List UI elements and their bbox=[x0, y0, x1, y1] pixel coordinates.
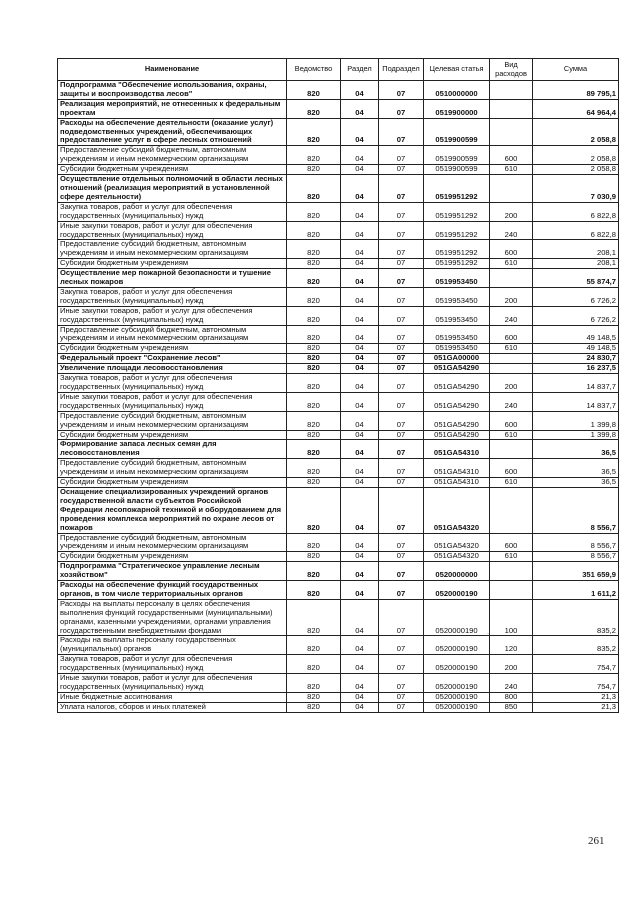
cell-subsection: 07 bbox=[379, 202, 424, 221]
cell-target: 0519900599 bbox=[424, 118, 490, 146]
cell-name: Закупка товаров, работ и услуг для обеспечения государственных (муниципальных) нужд bbox=[58, 202, 287, 221]
cell-target: 0510000000 bbox=[424, 81, 490, 100]
cell-exp-type: 600 bbox=[490, 411, 533, 430]
cell-sum: 835,2 bbox=[533, 636, 619, 655]
table-row bbox=[58, 240, 619, 259]
cell-section: 04 bbox=[341, 636, 379, 655]
cell-name: Увеличение площади лесовосстановления bbox=[58, 364, 287, 374]
table-row bbox=[58, 674, 619, 693]
table-row bbox=[58, 175, 619, 203]
cell-section: 04 bbox=[341, 165, 379, 175]
cell-target: 0519951292 bbox=[424, 202, 490, 221]
cell-name: Субсидии бюджетным учреждениям bbox=[58, 344, 287, 354]
cell-target: 051GA54320 bbox=[424, 487, 490, 533]
table-row bbox=[58, 306, 619, 325]
cell-section: 04 bbox=[341, 655, 379, 674]
cell-sum: 351 659,9 bbox=[533, 562, 619, 581]
cell-name: Иные бюджетные ассигнования bbox=[58, 692, 287, 702]
cell-sum: 36,5 bbox=[533, 440, 619, 459]
cell-subsection: 07 bbox=[379, 411, 424, 430]
header-dept: Ведомство bbox=[287, 59, 341, 81]
cell-target: 051GA54290 bbox=[424, 392, 490, 411]
table-row bbox=[58, 581, 619, 600]
cell-section: 04 bbox=[341, 118, 379, 146]
cell-sum: 55 874,7 bbox=[533, 269, 619, 288]
cell-name: Субсидии бюджетным учреждениям bbox=[58, 552, 287, 562]
cell-section: 04 bbox=[341, 259, 379, 269]
cell-subsection: 07 bbox=[379, 702, 424, 712]
table-row bbox=[58, 374, 619, 393]
cell-dept: 820 bbox=[287, 99, 341, 118]
table-row bbox=[58, 533, 619, 552]
table-row bbox=[58, 146, 619, 165]
cell-exp-type: 600 bbox=[490, 325, 533, 344]
cell-name: Иные закупки товаров, работ и услуг для обеспечения государственных (муниципальных) нужд bbox=[58, 221, 287, 240]
cell-name: Федеральный проект "Сохранение лесов" bbox=[58, 354, 287, 364]
cell-sum: 64 964,4 bbox=[533, 99, 619, 118]
table-row bbox=[58, 165, 619, 175]
cell-target: 0520000190 bbox=[424, 655, 490, 674]
cell-sum: 6 726,2 bbox=[533, 306, 619, 325]
cell-exp-type: 600 bbox=[490, 146, 533, 165]
cell-dept: 820 bbox=[287, 430, 341, 440]
cell-exp-type: 610 bbox=[490, 552, 533, 562]
cell-subsection: 07 bbox=[379, 306, 424, 325]
table-row bbox=[58, 259, 619, 269]
cell-exp-type: 610 bbox=[490, 344, 533, 354]
cell-dept: 820 bbox=[287, 165, 341, 175]
cell-subsection: 07 bbox=[379, 269, 424, 288]
cell-exp-type bbox=[490, 81, 533, 100]
cell-subsection: 07 bbox=[379, 165, 424, 175]
cell-target: 0519900599 bbox=[424, 146, 490, 165]
table-row bbox=[58, 702, 619, 712]
cell-sum: 6 726,2 bbox=[533, 287, 619, 306]
cell-subsection: 07 bbox=[379, 478, 424, 488]
cell-sum: 835,2 bbox=[533, 599, 619, 636]
table-row bbox=[58, 692, 619, 702]
cell-sum: 8 556,7 bbox=[533, 533, 619, 552]
cell-sum: 1 399,8 bbox=[533, 430, 619, 440]
cell-name: Осуществление мер пожарной безопасности и тушение лесных пожаров bbox=[58, 269, 287, 288]
table-row bbox=[58, 364, 619, 374]
cell-dept: 820 bbox=[287, 118, 341, 146]
table-row bbox=[58, 599, 619, 636]
cell-exp-type: 200 bbox=[490, 287, 533, 306]
table-row bbox=[58, 487, 619, 533]
cell-exp-type: 600 bbox=[490, 459, 533, 478]
cell-exp-type bbox=[490, 99, 533, 118]
cell-sum: 89 795,1 bbox=[533, 81, 619, 100]
table-row bbox=[58, 99, 619, 118]
cell-exp-type: 600 bbox=[490, 240, 533, 259]
cell-target: 0520000190 bbox=[424, 692, 490, 702]
cell-subsection: 07 bbox=[379, 430, 424, 440]
table-row bbox=[58, 344, 619, 354]
cell-target: 0520000190 bbox=[424, 581, 490, 600]
cell-dept: 820 bbox=[287, 202, 341, 221]
cell-sum: 208,1 bbox=[533, 259, 619, 269]
cell-subsection: 07 bbox=[379, 636, 424, 655]
cell-target: 0519951292 bbox=[424, 221, 490, 240]
cell-sum: 14 837,7 bbox=[533, 374, 619, 393]
cell-dept: 820 bbox=[287, 552, 341, 562]
cell-section: 04 bbox=[341, 581, 379, 600]
cell-section: 04 bbox=[341, 221, 379, 240]
cell-name: Иные закупки товаров, работ и услуг для обеспечения государственных (муниципальных) нужд bbox=[58, 392, 287, 411]
cell-subsection: 07 bbox=[379, 374, 424, 393]
cell-section: 04 bbox=[341, 702, 379, 712]
cell-dept: 820 bbox=[287, 692, 341, 702]
cell-sum: 49 148,5 bbox=[533, 325, 619, 344]
cell-target: 051GA54310 bbox=[424, 478, 490, 488]
cell-name: Реализация мероприятий, не отнесенных к федеральным проектам bbox=[58, 99, 287, 118]
header-target: Целевая статья bbox=[424, 59, 490, 81]
cell-target: 051GA54310 bbox=[424, 440, 490, 459]
scan-mark: · bbox=[487, 631, 489, 637]
cell-name: Предоставление субсидий бюджетным, автономным учреждениям и иным некоммерческим организациям bbox=[58, 411, 287, 430]
cell-subsection: 07 bbox=[379, 81, 424, 100]
cell-target: 051GA54320 bbox=[424, 533, 490, 552]
cell-section: 04 bbox=[341, 692, 379, 702]
budget-table-page bbox=[57, 58, 618, 713]
cell-exp-type: 610 bbox=[490, 430, 533, 440]
cell-target: 0519953450 bbox=[424, 325, 490, 344]
header-exp-type: Вид расходов bbox=[490, 59, 533, 81]
header-subsection: Подраздел bbox=[379, 59, 424, 81]
cell-sum: 7 030,9 bbox=[533, 175, 619, 203]
cell-exp-type: 240 bbox=[490, 674, 533, 693]
cell-subsection: 07 bbox=[379, 325, 424, 344]
cell-dept: 820 bbox=[287, 344, 341, 354]
cell-subsection: 07 bbox=[379, 175, 424, 203]
table-row bbox=[58, 478, 619, 488]
cell-dept: 820 bbox=[287, 487, 341, 533]
cell-dept: 820 bbox=[287, 655, 341, 674]
cell-subsection: 07 bbox=[379, 562, 424, 581]
cell-dept: 820 bbox=[287, 702, 341, 712]
cell-name: Предоставление субсидий бюджетным, автономным учреждениям и иным некоммерческим организациям bbox=[58, 533, 287, 552]
cell-name: Расходы на обеспечение деятельности (оказание услуг) подведомственных учреждений, обеспечивающих предоставление услуг в сфере лесных отношений bbox=[58, 118, 287, 146]
cell-sum: 6 822,8 bbox=[533, 221, 619, 240]
cell-target: 0520000190 bbox=[424, 636, 490, 655]
cell-dept: 820 bbox=[287, 259, 341, 269]
cell-exp-type bbox=[490, 440, 533, 459]
cell-exp-type: 200 bbox=[490, 374, 533, 393]
page-number: 261 bbox=[588, 835, 605, 847]
cell-name: Подпрограмма "Стратегическое управление лесным хозяйством" bbox=[58, 562, 287, 581]
cell-section: 04 bbox=[341, 487, 379, 533]
cell-name: Предоставление субсидий бюджетным, автономным учреждениям и иным некоммерческим организациям bbox=[58, 240, 287, 259]
cell-name: Формирование запаса лесных семян для лесовосстановления bbox=[58, 440, 287, 459]
cell-target: 0520000000 bbox=[424, 562, 490, 581]
cell-target: 0519951292 bbox=[424, 175, 490, 203]
cell-exp-type: 200 bbox=[490, 655, 533, 674]
cell-subsection: 07 bbox=[379, 655, 424, 674]
cell-section: 04 bbox=[341, 344, 379, 354]
cell-exp-type: 240 bbox=[490, 221, 533, 240]
cell-section: 04 bbox=[341, 325, 379, 344]
cell-section: 04 bbox=[341, 459, 379, 478]
cell-sum: 2 058,8 bbox=[533, 118, 619, 146]
cell-section: 04 bbox=[341, 81, 379, 100]
cell-dept: 820 bbox=[287, 533, 341, 552]
table-row bbox=[58, 287, 619, 306]
cell-section: 04 bbox=[341, 392, 379, 411]
cell-exp-type bbox=[490, 354, 533, 364]
cell-exp-type bbox=[490, 269, 533, 288]
table-row bbox=[58, 562, 619, 581]
cell-subsection: 07 bbox=[379, 674, 424, 693]
cell-exp-type bbox=[490, 364, 533, 374]
cell-dept: 820 bbox=[287, 599, 341, 636]
header-sum: Сумма bbox=[533, 59, 619, 81]
cell-name: Оснащение специализированных учреждений органов государственной власти субъектов Российской Федерации лесопожарной техникой и оборудованием для проведения комплекса мероприятий по охране лесов от пожаров bbox=[58, 487, 287, 533]
table-row bbox=[58, 411, 619, 430]
cell-target: 0520000190 bbox=[424, 702, 490, 712]
cell-section: 04 bbox=[341, 240, 379, 259]
cell-exp-type: 100 bbox=[490, 599, 533, 636]
table-row bbox=[58, 430, 619, 440]
table-row bbox=[58, 221, 619, 240]
cell-name: Субсидии бюджетным учреждениям bbox=[58, 259, 287, 269]
cell-dept: 820 bbox=[287, 146, 341, 165]
cell-section: 04 bbox=[341, 269, 379, 288]
cell-exp-type: 610 bbox=[490, 478, 533, 488]
cell-target: 0519953450 bbox=[424, 344, 490, 354]
cell-subsection: 07 bbox=[379, 692, 424, 702]
cell-sum: 36,5 bbox=[533, 459, 619, 478]
cell-sum: 754,7 bbox=[533, 674, 619, 693]
cell-dept: 820 bbox=[287, 354, 341, 364]
cell-dept: 820 bbox=[287, 364, 341, 374]
cell-dept: 820 bbox=[287, 287, 341, 306]
table-row bbox=[58, 636, 619, 655]
cell-subsection: 07 bbox=[379, 552, 424, 562]
cell-subsection: 07 bbox=[379, 344, 424, 354]
cell-exp-type: 850 bbox=[490, 702, 533, 712]
cell-name: Субсидии бюджетным учреждениям bbox=[58, 165, 287, 175]
cell-subsection: 07 bbox=[379, 599, 424, 636]
cell-target: 0519951292 bbox=[424, 259, 490, 269]
cell-target: 051GA54310 bbox=[424, 459, 490, 478]
cell-dept: 820 bbox=[287, 221, 341, 240]
cell-target: 0519951292 bbox=[424, 240, 490, 259]
cell-target: 0519953450 bbox=[424, 269, 490, 288]
cell-name: Субсидии бюджетным учреждениям bbox=[58, 478, 287, 488]
cell-exp-type: 800 bbox=[490, 692, 533, 702]
cell-subsection: 07 bbox=[379, 364, 424, 374]
cell-subsection: 07 bbox=[379, 146, 424, 165]
cell-dept: 820 bbox=[287, 459, 341, 478]
cell-exp-type bbox=[490, 581, 533, 600]
cell-dept: 820 bbox=[287, 478, 341, 488]
cell-subsection: 07 bbox=[379, 440, 424, 459]
cell-dept: 820 bbox=[287, 240, 341, 259]
cell-exp-type: 600 bbox=[490, 533, 533, 552]
cell-name: Закупка товаров, работ и услуг для обеспечения государственных (муниципальных) нужд bbox=[58, 287, 287, 306]
cell-section: 04 bbox=[341, 374, 379, 393]
cell-subsection: 07 bbox=[379, 99, 424, 118]
cell-subsection: 07 bbox=[379, 240, 424, 259]
cell-section: 04 bbox=[341, 99, 379, 118]
table-row bbox=[58, 459, 619, 478]
cell-section: 04 bbox=[341, 175, 379, 203]
cell-section: 04 bbox=[341, 533, 379, 552]
cell-exp-type bbox=[490, 487, 533, 533]
cell-section: 04 bbox=[341, 478, 379, 488]
table-row bbox=[58, 118, 619, 146]
cell-dept: 820 bbox=[287, 374, 341, 393]
cell-name: Предоставление субсидий бюджетным, автономным учреждениям и иным некоммерческим организациям bbox=[58, 325, 287, 344]
cell-name: Подпрограмма "Обеспечение использования, охраны, защиты и воспроизводства лесов" bbox=[58, 81, 287, 100]
cell-name: Расходы на выплаты персоналу в целях обеспечения выполнения функций государственными (муниципальными) органами, казенными учреждениями, органами управления государственными внебюджетными фондами bbox=[58, 599, 287, 636]
table-header-row bbox=[58, 59, 619, 81]
cell-name: Предоставление субсидий бюджетным, автономным учреждениям и иным некоммерческим организациям bbox=[58, 459, 287, 478]
cell-sum: 16 237,5 bbox=[533, 364, 619, 374]
cell-sum: 14 837,7 bbox=[533, 392, 619, 411]
cell-sum: 8 556,7 bbox=[533, 552, 619, 562]
cell-target: 051GA54290 bbox=[424, 374, 490, 393]
cell-sum: 754,7 bbox=[533, 655, 619, 674]
cell-sum: 49 148,5 bbox=[533, 344, 619, 354]
cell-exp-type: 240 bbox=[490, 306, 533, 325]
cell-sum: 2 058,8 bbox=[533, 146, 619, 165]
cell-sum: 8 556,7 bbox=[533, 487, 619, 533]
cell-sum: 21,3 bbox=[533, 702, 619, 712]
cell-dept: 820 bbox=[287, 175, 341, 203]
cell-section: 04 bbox=[341, 306, 379, 325]
cell-name: Уплата налогов, сборов и иных платежей bbox=[58, 702, 287, 712]
cell-exp-type: 120 bbox=[490, 636, 533, 655]
cell-target: 051GA00000 bbox=[424, 354, 490, 364]
cell-dept: 820 bbox=[287, 636, 341, 655]
cell-name: Иные закупки товаров, работ и услуг для обеспечения государственных (муниципальных) нужд bbox=[58, 674, 287, 693]
table-row bbox=[58, 269, 619, 288]
cell-section: 04 bbox=[341, 599, 379, 636]
cell-exp-type bbox=[490, 562, 533, 581]
cell-sum: 36,5 bbox=[533, 478, 619, 488]
cell-section: 04 bbox=[341, 430, 379, 440]
cell-dept: 820 bbox=[287, 81, 341, 100]
cell-target: 051GA54290 bbox=[424, 411, 490, 430]
cell-exp-type bbox=[490, 118, 533, 146]
table-row bbox=[58, 392, 619, 411]
cell-section: 04 bbox=[341, 562, 379, 581]
table-row bbox=[58, 440, 619, 459]
cell-sum: 1 611,2 bbox=[533, 581, 619, 600]
cell-section: 04 bbox=[341, 287, 379, 306]
cell-subsection: 07 bbox=[379, 118, 424, 146]
cell-name: Расходы на выплаты персоналу государственных (муниципальных) органов bbox=[58, 636, 287, 655]
cell-target: 051GA54290 bbox=[424, 430, 490, 440]
cell-name: Иные закупки товаров, работ и услуг для обеспечения государственных (муниципальных) нужд bbox=[58, 306, 287, 325]
cell-dept: 820 bbox=[287, 440, 341, 459]
budget-table bbox=[57, 58, 619, 713]
cell-target: 0519953450 bbox=[424, 287, 490, 306]
cell-section: 04 bbox=[341, 202, 379, 221]
cell-target: 051GA54320 bbox=[424, 552, 490, 562]
table-row bbox=[58, 354, 619, 364]
cell-sum: 24 830,7 bbox=[533, 354, 619, 364]
cell-subsection: 07 bbox=[379, 533, 424, 552]
cell-dept: 820 bbox=[287, 411, 341, 430]
cell-exp-type: 610 bbox=[490, 259, 533, 269]
cell-subsection: 07 bbox=[379, 487, 424, 533]
cell-target: 0519953450 bbox=[424, 306, 490, 325]
cell-sum: 21,3 bbox=[533, 692, 619, 702]
cell-dept: 820 bbox=[287, 269, 341, 288]
cell-section: 04 bbox=[341, 146, 379, 165]
cell-name: Предоставление субсидий бюджетным, автономным учреждениям и иным некоммерческим организациям bbox=[58, 146, 287, 165]
cell-subsection: 07 bbox=[379, 287, 424, 306]
table-row bbox=[58, 325, 619, 344]
cell-dept: 820 bbox=[287, 562, 341, 581]
cell-section: 04 bbox=[341, 674, 379, 693]
cell-section: 04 bbox=[341, 440, 379, 459]
table-row bbox=[58, 655, 619, 674]
cell-sum: 2 058,8 bbox=[533, 165, 619, 175]
cell-dept: 820 bbox=[287, 325, 341, 344]
cell-dept: 820 bbox=[287, 306, 341, 325]
header-name: Наименование bbox=[58, 59, 287, 81]
cell-subsection: 07 bbox=[379, 392, 424, 411]
cell-target: 0519900000 bbox=[424, 99, 490, 118]
cell-exp-type: 240 bbox=[490, 392, 533, 411]
cell-section: 04 bbox=[341, 411, 379, 430]
cell-section: 04 bbox=[341, 552, 379, 562]
cell-section: 04 bbox=[341, 364, 379, 374]
table-row bbox=[58, 81, 619, 100]
cell-target: 0519900599 bbox=[424, 165, 490, 175]
cell-target: 051GA54290 bbox=[424, 364, 490, 374]
cell-section: 04 bbox=[341, 354, 379, 364]
cell-target: 0520000190 bbox=[424, 599, 490, 636]
cell-subsection: 07 bbox=[379, 259, 424, 269]
cell-exp-type: 200 bbox=[490, 202, 533, 221]
cell-dept: 820 bbox=[287, 392, 341, 411]
cell-exp-type: 610 bbox=[490, 165, 533, 175]
cell-subsection: 07 bbox=[379, 459, 424, 478]
cell-exp-type bbox=[490, 175, 533, 203]
cell-subsection: 07 bbox=[379, 581, 424, 600]
cell-name: Закупка товаров, работ и услуг для обеспечения государственных (муниципальных) нужд bbox=[58, 374, 287, 393]
cell-sum: 6 822,8 bbox=[533, 202, 619, 221]
cell-subsection: 07 bbox=[379, 221, 424, 240]
table-row bbox=[58, 202, 619, 221]
cell-name: Расходы на обеспечение функций государственных органов, в том числе территориальных органов bbox=[58, 581, 287, 600]
cell-target: 0520000190 bbox=[424, 674, 490, 693]
header-section: Раздел bbox=[341, 59, 379, 81]
cell-sum: 1 399,8 bbox=[533, 411, 619, 430]
cell-name: Осуществление отдельных полномочий в области лесных отношений (реализация мероприятий в установленной сфере деятельности) bbox=[58, 175, 287, 203]
cell-name: Закупка товаров, работ и услуг для обеспечения государственных (муниципальных) нужд bbox=[58, 655, 287, 674]
table-row bbox=[58, 552, 619, 562]
cell-name: Субсидии бюджетным учреждениям bbox=[58, 430, 287, 440]
cell-dept: 820 bbox=[287, 581, 341, 600]
cell-dept: 820 bbox=[287, 674, 341, 693]
cell-sum: 208,1 bbox=[533, 240, 619, 259]
cell-subsection: 07 bbox=[379, 354, 424, 364]
